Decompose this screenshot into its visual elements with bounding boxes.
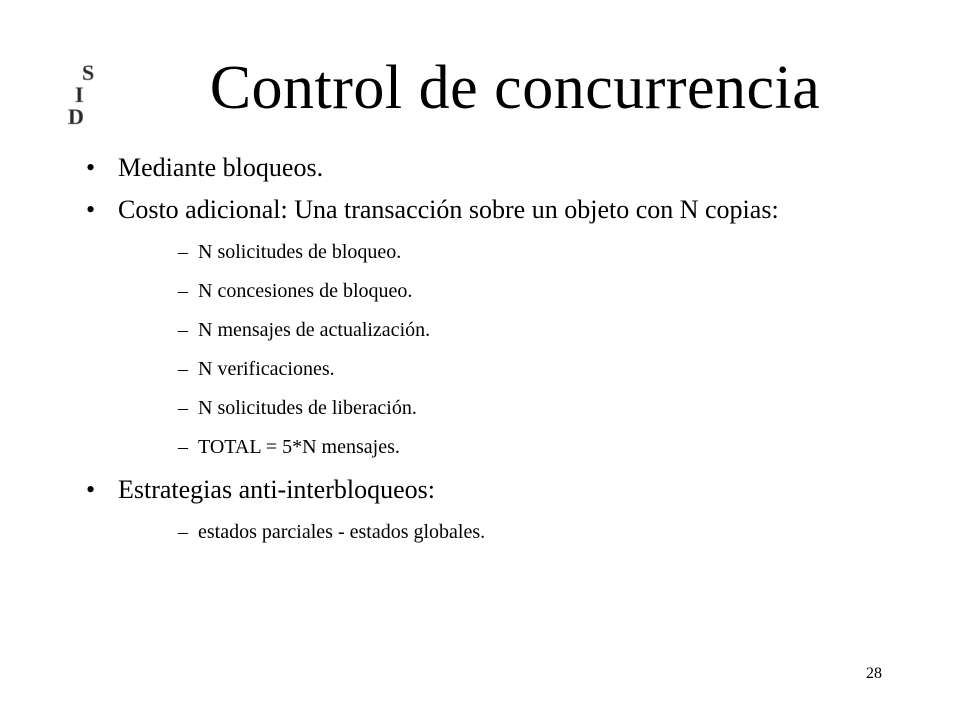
- sub-item: [118, 520, 860, 544]
- bullet-text: Costo adicional: Una transacción sobre un objeto con N copias:: [118, 195, 779, 224]
- logo-letter-d: D: [68, 104, 84, 129]
- sub-item: [118, 240, 860, 264]
- sub-item: [118, 435, 860, 459]
- bullet-icon: •: [86, 153, 96, 182]
- sub-text: estados parciales - estados globales.: [198, 521, 486, 543]
- sub-item: [118, 279, 860, 303]
- sub-list: [118, 520, 860, 544]
- bullet-icon: •: [86, 195, 96, 224]
- page-number: 28: [866, 665, 882, 682]
- sub-item: [118, 396, 860, 420]
- dash-icon: –: [178, 436, 188, 458]
- bullet-icon: •: [86, 475, 96, 504]
- bullet-list: [80, 152, 860, 559]
- bullet-item: [80, 474, 860, 544]
- sub-text: N solicitudes de liberación.: [198, 397, 417, 419]
- sub-item: [118, 318, 860, 342]
- sub-text: N concesiones de bloqueo.: [198, 280, 413, 302]
- dash-icon: –: [178, 521, 188, 543]
- sub-text: N mensajes de actualización.: [198, 319, 431, 341]
- sub-text: N solicitudes de bloqueo.: [198, 241, 402, 263]
- bullet-item: [80, 194, 860, 459]
- bullet-item: [80, 152, 860, 184]
- sub-item: [118, 357, 860, 381]
- bullet-text: Estrategias anti-interbloqueos:: [118, 475, 435, 504]
- slide-title: Control de concurrencia: [209, 54, 821, 122]
- dash-icon: –: [178, 319, 188, 341]
- dash-icon: –: [178, 241, 188, 263]
- dash-icon: –: [178, 397, 188, 419]
- dash-icon: –: [178, 358, 188, 380]
- bullet-text: Mediante bloqueos.: [118, 153, 324, 182]
- logo-letter-i: I: [75, 82, 84, 107]
- dash-icon: –: [178, 280, 188, 302]
- sub-text: N verificaciones.: [198, 358, 335, 380]
- logo-letter-s: S: [82, 60, 95, 85]
- sub-text: TOTAL = 5*N mensajes.: [198, 436, 400, 458]
- sub-list: [118, 240, 860, 459]
